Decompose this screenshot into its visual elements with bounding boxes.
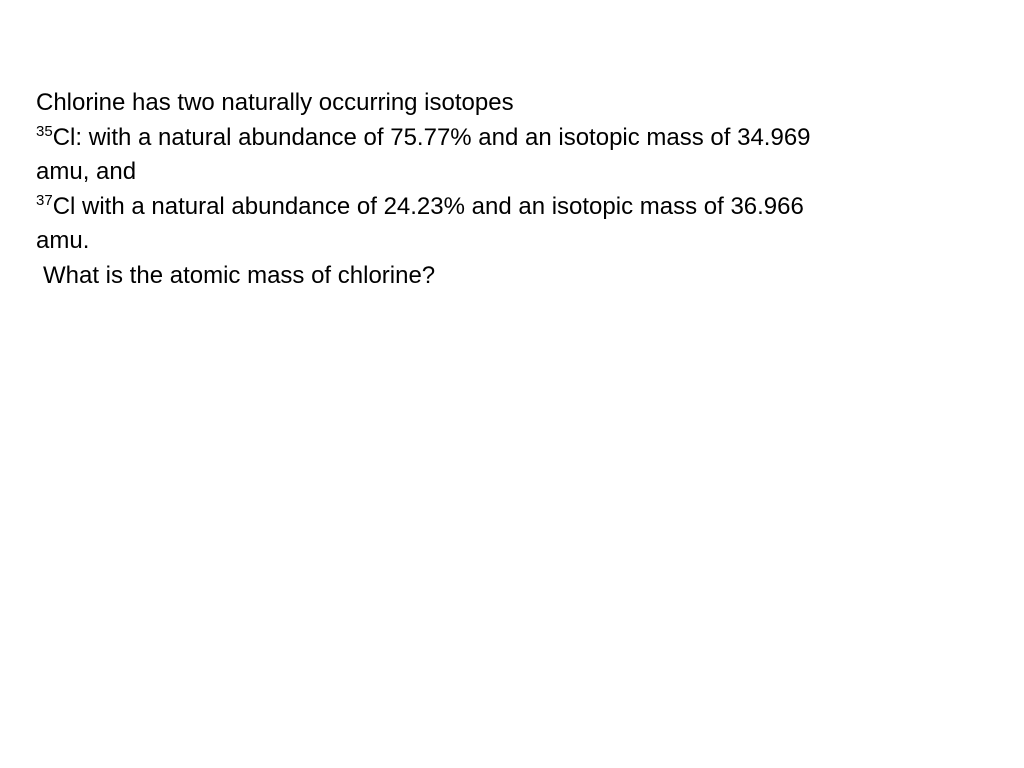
isotope-35-line bbox=[36, 121, 996, 156]
problem-text bbox=[36, 86, 996, 293]
isotope-37-continuation: amu. bbox=[36, 227, 90, 254]
isotope-35-description: Cl: with a natural abundance of 75.77% and an isotopic mass of 34.969 bbox=[52, 123, 811, 151]
isotope-35-mass-number: 35 bbox=[36, 122, 53, 140]
isotope-37-mass-number: 37 bbox=[36, 191, 53, 209]
question-line: What is the atomic mass of chlorine? bbox=[43, 261, 436, 289]
isotope-37-line bbox=[36, 190, 996, 225]
intro-line: Chlorine has two naturally occurring isotopes bbox=[36, 89, 514, 116]
isotope-37-description: Cl with a natural abundance of 24.23% and an isotopic mass of 36.966 bbox=[52, 192, 804, 220]
isotope-35-continuation: amu, and bbox=[36, 158, 137, 185]
